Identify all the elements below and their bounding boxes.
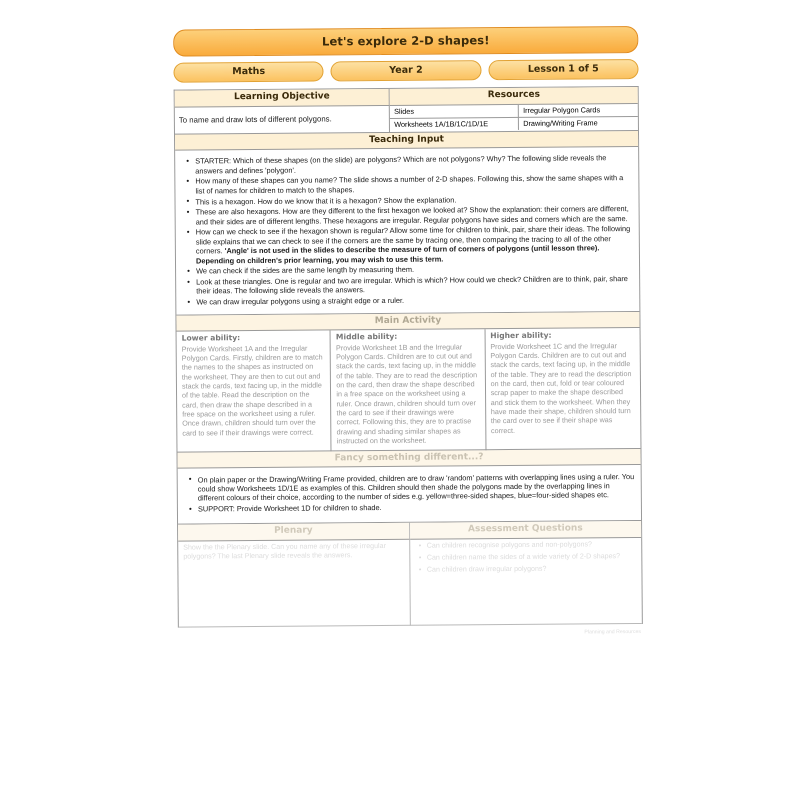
fancy-item: • On plain paper or the Drawing/Writing Frame provided, children are to draw 'random' patterns with overlapping lines using a ruler. You could show Worksheets 1D/1E as examples of this. Children should then shade the polygons made by the overlapping lines in different colours of their choice, according to the number of sides e.g. yellow=three-sided shapes, blue=four-sided shapes etc. [198, 472, 635, 504]
ability-column-higher [485, 328, 640, 450]
ability-column-middle [331, 329, 486, 451]
subject-banner-lesson: Lesson 1 of 5 [488, 59, 638, 80]
assessment-question: • Can children draw irregular polygons? [427, 564, 637, 575]
teaching-input-item-bold: 'Angle' is not used in the slides to describe the measure of turn of corners of polygons (until lesson three). Depending on children's prior learning, you may wish to use this term. [195, 243, 600, 266]
assessment-body [410, 538, 642, 626]
sheet-content [173, 26, 643, 638]
lesson-plan-sheet [128, 4, 674, 793]
assessment-question-list [415, 540, 637, 575]
assessment-question: • Can children name the sides of a wide variety of 2-D shapes? [427, 552, 637, 563]
teaching-input-item-with-bold [196, 224, 633, 265]
ability-columns [177, 328, 641, 453]
teaching-input-header: Teaching Input [175, 131, 638, 151]
teaching-input-list [181, 153, 633, 307]
fancy-item: • SUPPORT: Provide Worksheet 1D for children to shade. [198, 501, 635, 514]
ability-label-middle: Middle ability: [335, 331, 398, 341]
teaching-input-item: • These are also hexagons. How are they different to the first hexagon we looked at? Show the explanation: their corners are different, and their sides are of different lengths. These hexagons are irregular. Regular polygons have sides and corners which are the same. [196, 204, 633, 226]
ability-text-lower: Provide Worksheet 1A and the Irregular Polygon Cards. Firstly, children are to match the names to the shapes as instructed on the worksheet. They are then to cut out and stack the cards, text facing up, in the middle of the table. Read the description on the card, then draw the shape described in a free space on the worksheet using a ruler. Once drawn, children should turn over the card to see if their drawings were correct. [181, 343, 323, 438]
sheet-footer: Planning and Resources [584, 628, 641, 636]
resource-polygon-cards: Irregular Polygon Cards [519, 104, 638, 118]
fancy-list [184, 472, 635, 515]
resources-row-2 [390, 117, 638, 131]
resource-slides: Slides [390, 105, 519, 119]
teaching-input-item-lead: How can we check to see if the hexagon shown is regular? Allow some time for children to think, pair, share their ideas. The following slide explains that we can check to see if the corners are the same by tracing one, then comparing the tracing to all of the other corners. [195, 224, 631, 256]
teaching-input-item: • STARTER: Which of these shapes (on the slide) are polygons? Which are not polygons? Why? The following slide reveals the answers and defines 'polygon'. [195, 153, 632, 175]
ability-text-higher: Provide Worksheet 1C and the Irregular Polygon Cards. Children are to cut out and stack the cards, text facing up, in the middle of the table. They are to read the description on the card, then cut, fold or tear coloured scrap paper to make the shape described and stick them to the worksheet. When they have made their shape, children should turn the card over to see if their shape was correct. [490, 340, 632, 435]
teaching-input-item: • We can draw irregular polygons using a straight edge or a ruler. [196, 294, 633, 307]
ability-text-middle: Provide Worksheet 1B and the Irregular Polygon Cards. Children are to cut out and stack the cards, text facing up, in the middle of the table. They are to read the description on the card, then draw the shape described in a free space on the worksheet using a ruler. Once drawn, children should turn over the card to see if their drawings were correct. Following this, they are to practise drawing and shading similar shapes as instructed on the worksheet. [335, 341, 478, 446]
subject-banner-row [173, 59, 638, 83]
plenary-assessment-row [178, 538, 642, 628]
teaching-input-body [175, 147, 639, 315]
teaching-input-item: • This is a hexagon. How do we know that it is a hexagon? Show the explanation. [195, 194, 632, 207]
teaching-input-item: • We can check if the sides are the same length by measuring them. [196, 263, 633, 276]
lesson-plan-table [174, 86, 643, 627]
resource-worksheets: Worksheets 1A/1B/1C/1D/1E [390, 118, 519, 131]
resources-header: Resources [390, 87, 638, 106]
subject-banner-maths: Maths [173, 61, 323, 82]
subject-banner-year: Year 2 [331, 60, 481, 81]
learning-objective-header: Learning Objective [175, 89, 390, 108]
plenary-header: Plenary [178, 522, 410, 541]
page-title: Let's explore 2-D shapes! [173, 26, 638, 57]
assessment-question: • Can children recognise polygons and non-polygons? [427, 540, 637, 551]
main-activity-header: Main Activity [176, 312, 639, 332]
objective-resources-row [175, 104, 638, 135]
learning-objective-text: To name and draw lots of different polygons. [175, 106, 390, 135]
ability-label-lower: Lower ability: [181, 332, 241, 343]
ability-label-higher: Higher ability: [490, 330, 552, 340]
teaching-input-item: • How many of these shapes can you name? The slide shows a number of 2-D shapes. Following this, show the same shapes with a list of names for children to match to the shapes. [195, 173, 632, 195]
ability-column-lower [177, 330, 332, 452]
plenary-body [178, 540, 410, 628]
resource-drawing-frame: Drawing/Writing Frame [523, 117, 598, 128]
assessment-header: Assessment Questions [410, 521, 642, 540]
resources-block [390, 104, 638, 133]
plenary-text: Show the the Plenary slide. Can you name any of these irregular polygons? The last Plenary slide reveals the answers. [183, 541, 386, 562]
fancy-body [178, 465, 641, 525]
teaching-input-item: • Look at these triangles. One is regular and two are irregular. Which is which? How could we check? Children are to think, pair, share their ideas. The following slide reveals the answers. [196, 274, 633, 296]
fancy-something-different-header: Fancy something different...? [177, 449, 640, 469]
